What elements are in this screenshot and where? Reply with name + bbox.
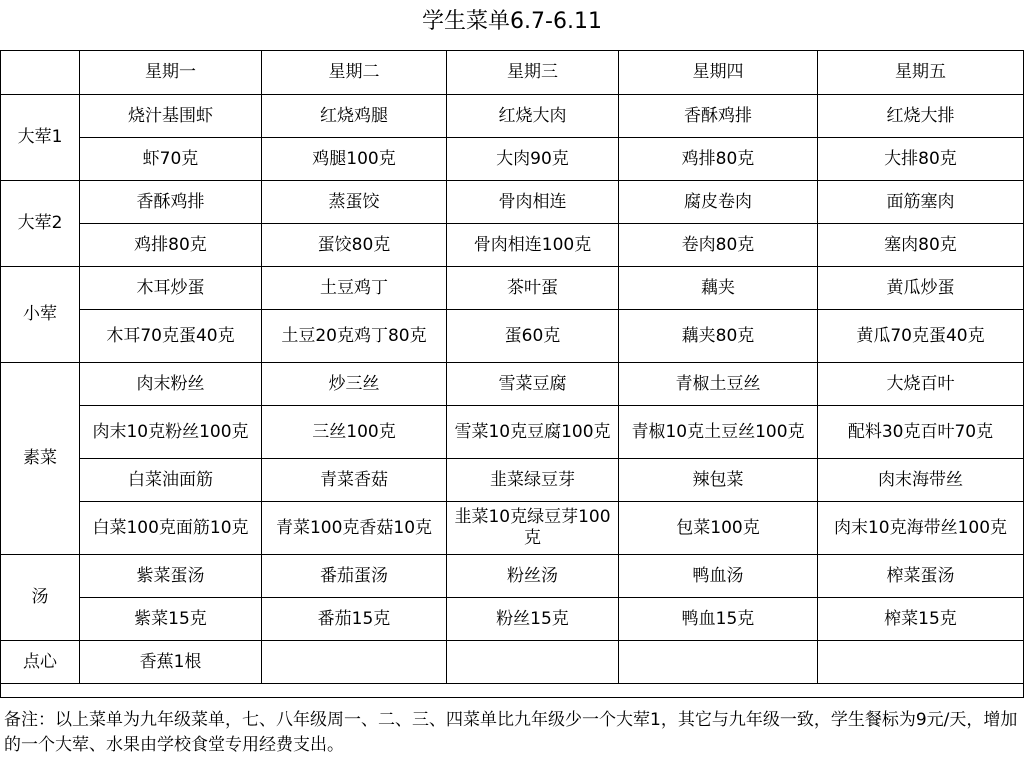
footnote: 备注：以上菜单为九年级菜单，七、八年级周一、二、三、四菜单比九年级少一个大荤1，其它与九年级一致，学生餐标为9元/天，增加的一个大荤、水果由学校食堂专用经费支出。 <box>4 710 1018 755</box>
menu-cell: 鸭血汤 <box>619 555 818 598</box>
table-row <box>1 363 1024 406</box>
menu-cell: 大烧百叶 <box>818 363 1024 406</box>
menu-cell: 肉末10克粉丝100克 <box>80 406 262 459</box>
page-title: 学生菜单6.7-6.11 <box>422 9 602 34</box>
table-row <box>1 224 1024 267</box>
category-label: 汤 <box>1 555 80 641</box>
menu-cell: 白菜100克面筋10克 <box>80 502 262 555</box>
menu-cell: 红烧大肉 <box>447 95 619 138</box>
day-header: 星期三 <box>447 51 619 95</box>
menu-cell: 土豆鸡丁 <box>262 267 447 310</box>
menu-cell: 粉丝汤 <box>447 555 619 598</box>
table-row <box>1 181 1024 224</box>
menu-cell: 红烧大排 <box>818 95 1024 138</box>
menu-cell: 藕夹 <box>619 267 818 310</box>
menu-cell: 韭菜绿豆芽 <box>447 459 619 502</box>
table-row <box>1 641 1024 684</box>
menu-cell: 木耳70克蛋40克 <box>80 310 262 363</box>
menu-cell: 青菜100克香菇10克 <box>262 502 447 555</box>
menu-cell: 雪菜10克豆腐100克 <box>447 406 619 459</box>
table-row <box>1 138 1024 181</box>
table-row <box>1 598 1024 641</box>
menu-cell: 腐皮卷肉 <box>619 181 818 224</box>
table-row <box>1 406 1024 459</box>
category-label: 小荤 <box>1 267 80 363</box>
menu-cell: 大肉90克 <box>447 138 619 181</box>
menu-cell: 面筋塞肉 <box>818 181 1024 224</box>
menu-cell: 蛋饺80克 <box>262 224 447 267</box>
menu-cell: 黄瓜炒蛋 <box>818 267 1024 310</box>
menu-cell: 榨菜蛋汤 <box>818 555 1024 598</box>
table-row <box>1 310 1024 363</box>
menu-cell: 红烧鸡腿 <box>262 95 447 138</box>
menu-cell: 肉末粉丝 <box>80 363 262 406</box>
menu-cell <box>619 641 818 684</box>
table-row <box>1 267 1024 310</box>
menu-table <box>0 50 1024 698</box>
menu-cell: 白菜油面筋 <box>80 459 262 502</box>
category-label: 素菜 <box>1 363 80 555</box>
menu-cell <box>262 641 447 684</box>
category-label: 大荤1 <box>1 95 80 181</box>
menu-cell: 青菜香菇 <box>262 459 447 502</box>
day-header: 星期四 <box>619 51 818 95</box>
menu-cell: 虾70克 <box>80 138 262 181</box>
menu-cell: 烧汁基围虾 <box>80 95 262 138</box>
menu-cell: 木耳炒蛋 <box>80 267 262 310</box>
menu-cell: 塞肉80克 <box>818 224 1024 267</box>
menu-cell: 鸭血15克 <box>619 598 818 641</box>
menu-cell: 番茄蛋汤 <box>262 555 447 598</box>
menu-cell: 大排80克 <box>818 138 1024 181</box>
menu-cell: 鸡排80克 <box>619 138 818 181</box>
menu-cell: 土豆20克鸡丁80克 <box>262 310 447 363</box>
menu-cell: 茶叶蛋 <box>447 267 619 310</box>
day-header: 星期二 <box>262 51 447 95</box>
menu-cell: 番茄15克 <box>262 598 447 641</box>
menu-cell: 雪菜豆腐 <box>447 363 619 406</box>
table-row <box>1 502 1024 555</box>
menu-cell: 辣包菜 <box>619 459 818 502</box>
menu-cell: 香酥鸡排 <box>80 181 262 224</box>
menu-cell: 肉末10克海带丝100克 <box>818 502 1024 555</box>
menu-cell: 包菜100克 <box>619 502 818 555</box>
menu-cell: 粉丝15克 <box>447 598 619 641</box>
menu-cell <box>818 641 1024 684</box>
menu-cell: 三丝100克 <box>262 406 447 459</box>
blank-row <box>1 684 1024 698</box>
menu-cell: 紫菜15克 <box>80 598 262 641</box>
menu-cell: 配料30克百叶70克 <box>818 406 1024 459</box>
menu-cell: 青椒土豆丝 <box>619 363 818 406</box>
menu-cell: 青椒10克土豆丝100克 <box>619 406 818 459</box>
menu-cell: 蛋60克 <box>447 310 619 363</box>
menu-cell: 骨肉相连100克 <box>447 224 619 267</box>
category-label: 点心 <box>1 641 80 684</box>
menu-cell: 鸡排80克 <box>80 224 262 267</box>
menu-cell: 鸡腿100克 <box>262 138 447 181</box>
menu-cell: 黄瓜70克蛋40克 <box>818 310 1024 363</box>
menu-cell: 榨菜15克 <box>818 598 1024 641</box>
menu-cell: 炒三丝 <box>262 363 447 406</box>
header-row <box>1 51 1024 95</box>
menu-cell: 紫菜蛋汤 <box>80 555 262 598</box>
corner-cell <box>1 51 80 95</box>
menu-cell: 香蕉1根 <box>80 641 262 684</box>
table-row <box>1 95 1024 138</box>
menu-cell: 香酥鸡排 <box>619 95 818 138</box>
menu-cell <box>447 641 619 684</box>
menu-cell: 骨肉相连 <box>447 181 619 224</box>
table-row <box>1 555 1024 598</box>
menu-cell: 藕夹80克 <box>619 310 818 363</box>
menu-cell: 蒸蛋饺 <box>262 181 447 224</box>
blank-cell <box>1 684 1024 698</box>
table-row <box>1 459 1024 502</box>
menu-cell: 卷肉80克 <box>619 224 818 267</box>
menu-cell: 肉末海带丝 <box>818 459 1024 502</box>
category-label: 大荤2 <box>1 181 80 267</box>
menu-cell: 韭菜10克绿豆芽100克 <box>447 502 619 555</box>
day-header: 星期一 <box>80 51 262 95</box>
day-header: 星期五 <box>818 51 1024 95</box>
